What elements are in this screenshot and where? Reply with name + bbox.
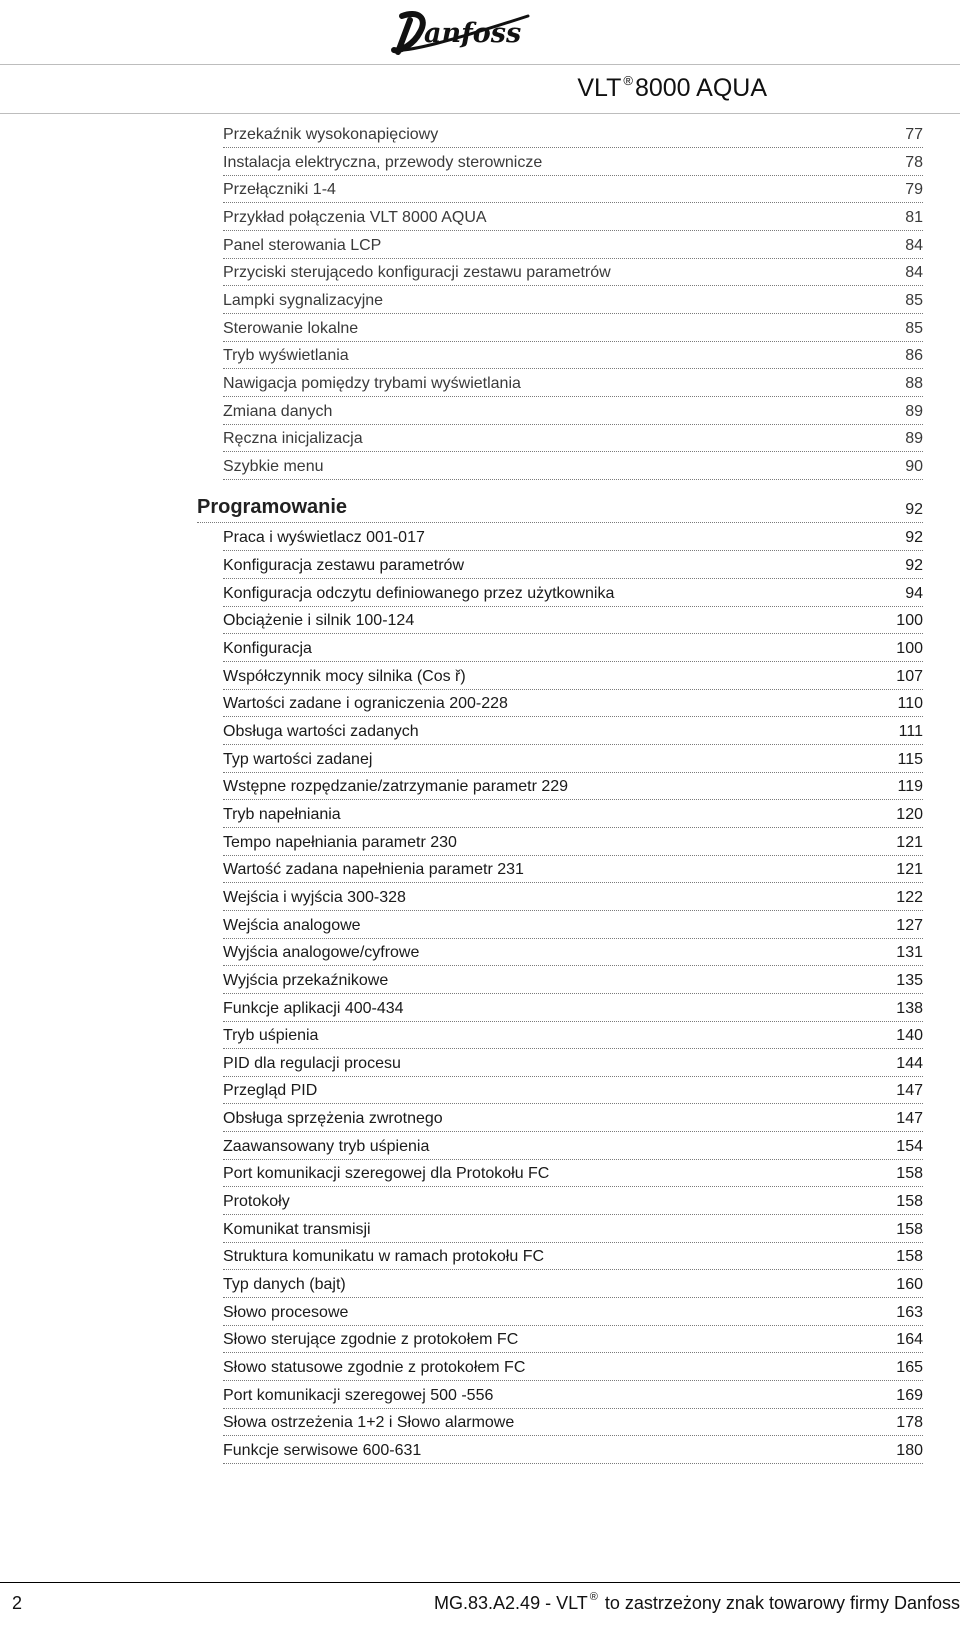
toc-entry-label: Funkcje serwisowe 600-631 <box>223 1441 422 1459</box>
toc-entry[interactable] <box>223 1080 923 1104</box>
toc-entry-page: 127 <box>896 916 923 934</box>
toc-entry-page: 154 <box>896 1137 923 1155</box>
toc-entry-page: 85 <box>905 291 923 309</box>
toc-entry[interactable] <box>223 318 923 342</box>
toc-entry[interactable] <box>223 345 923 369</box>
toc-entry-label: Obsługa sprzężenia zwrotnego <box>223 1110 443 1128</box>
toc-entry[interactable] <box>223 401 923 425</box>
toc-entry-label: Wyjścia przekaźnikowe <box>223 971 389 989</box>
toc-entry-label: Struktura komunikatu w ramach protokołu FC <box>223 1248 545 1266</box>
toc-entry-page: 85 <box>905 319 923 337</box>
toc-entry-label: Przekaźnik wysokonapięciowy <box>223 126 439 143</box>
toc-entry[interactable] <box>223 555 923 579</box>
toc-entry-page: 100 <box>896 612 923 630</box>
toc-entry-page: 100 <box>896 640 923 658</box>
toc-entry-page: 115 <box>897 750 923 768</box>
toc-entry-page: 86 <box>905 347 923 365</box>
toc-entry-page: 121 <box>896 833 923 851</box>
toc-entry-page: 79 <box>905 181 923 199</box>
toc-entry-label: Słowo procesowe <box>223 1303 349 1321</box>
toc-entry[interactable] <box>223 262 923 286</box>
toc-entry-page: 111 <box>898 723 923 740</box>
toc-entry-label: Wartość zadana napełnienia parametr 231 <box>223 861 524 879</box>
toc-entry[interactable] <box>223 1053 923 1077</box>
toc-entry[interactable] <box>223 1136 923 1160</box>
toc-entry-label: Obciążenie i silnik 100-124 <box>223 612 415 630</box>
toc-entry-page: 122 <box>896 888 923 906</box>
toc-entry-label: Protokoły <box>223 1193 290 1211</box>
footer-trademark-symbol: ® <box>589 1591 598 1603</box>
toc-entry-page: 120 <box>896 805 923 823</box>
toc-entry-label: Praca i wyświetlacz 001-017 <box>223 529 425 547</box>
toc-entry-page: 89 <box>905 402 923 420</box>
toc-entry[interactable] <box>223 1163 923 1187</box>
toc-entry-label: Sterowanie lokalne <box>223 319 359 337</box>
toc-entry-label: Słowa ostrzeżenia 1+2 i Słowo alarmowe <box>223 1414 515 1432</box>
toc-entry[interactable] <box>223 1274 923 1298</box>
toc-entry[interactable] <box>223 179 923 203</box>
toc-entry-label: Funkcje aplikacji 400-434 <box>223 999 404 1017</box>
toc-entry-label: PID dla regulacji procesu <box>223 1054 401 1072</box>
toc-entry-page: 169 <box>896 1386 923 1404</box>
header-rule-lower <box>0 113 960 114</box>
toc-entry-label: Konfiguracja zestawu parametrów <box>223 557 465 575</box>
toc-entry-label: Wejścia i wyjścia 300-328 <box>223 888 406 906</box>
toc-entry-page: 138 <box>896 999 923 1017</box>
toc-entry[interactable] <box>223 970 923 994</box>
toc-entry-label: Konfiguracja <box>223 640 312 658</box>
toc-entry-label: Zaawansowany tryb uśpienia <box>223 1137 430 1155</box>
toc-entry-page: 165 <box>896 1358 923 1376</box>
doc-code-prefix: MG.83.A2.49 - VLT <box>434 1593 588 1613</box>
toc-entry-label: Przykład połączenia VLT 8000 AQUA <box>223 208 487 226</box>
toc-entry-page: 77 <box>905 126 923 143</box>
danfoss-logo <box>388 2 532 60</box>
toc-entry[interactable] <box>223 428 923 452</box>
toc-entry[interactable] <box>223 456 923 480</box>
toc-entry-label: Przyciski sterującedo konfiguracji zestawu parametrów <box>223 264 611 282</box>
toc-entry-page: 89 <box>905 430 923 448</box>
toc-entry-page: 92 <box>905 557 923 575</box>
toc-entry-label: Lampki sygnalizacyjne <box>223 291 384 309</box>
toc-entry[interactable] <box>223 1219 923 1243</box>
toc-entry[interactable] <box>223 721 923 745</box>
product-title <box>577 74 767 103</box>
toc-entry[interactable] <box>223 1440 923 1464</box>
toc-entry[interactable] <box>223 804 923 828</box>
doc-code-suffix: to zastrzeżony znak towarowy firmy Danfoss <box>604 1593 960 1613</box>
toc-entry-page: 147 <box>896 1082 923 1100</box>
toc-entry[interactable] <box>223 832 923 856</box>
toc-entry[interactable] <box>223 207 923 231</box>
toc-entry[interactable] <box>223 527 923 551</box>
toc-entry-label: Tryb napełniania <box>223 805 341 823</box>
toc-entry-page: 158 <box>896 1165 923 1183</box>
toc-entry[interactable] <box>223 610 923 634</box>
toc-section-heading[interactable] <box>197 493 923 523</box>
toc-entry-page: 158 <box>896 1193 923 1211</box>
toc-entry[interactable] <box>223 1412 923 1436</box>
toc-entry[interactable] <box>223 776 923 800</box>
toc-entry-label: Wartości zadane i ograniczenia 200-228 <box>223 695 508 713</box>
toc-entry-page: 88 <box>905 374 923 392</box>
toc-entry-label: Port komunikacji szeregowej 500 -556 <box>223 1386 494 1404</box>
toc-entry-label: Typ danych (bajt) <box>223 1276 346 1293</box>
document-code <box>434 1593 960 1614</box>
toc-entry-label: Wstępne rozpędzanie/zatrzymanie parametr 229 <box>223 778 569 796</box>
toc-entry-page: 84 <box>905 264 923 282</box>
toc-entry[interactable] <box>223 373 923 397</box>
toc-entry[interactable] <box>223 859 923 883</box>
toc-entry-label: Słowo statusowe zgodnie z protokołem FC <box>223 1358 526 1376</box>
toc-entry-label: Przełączniki 1-4 <box>223 181 336 199</box>
toc-entry-page: 178 <box>896 1414 923 1432</box>
toc-entry-label: Wejścia analogowe <box>223 916 361 934</box>
toc-entry[interactable] <box>223 887 923 911</box>
toc-entry[interactable] <box>223 1329 923 1353</box>
toc-entry[interactable] <box>223 915 923 939</box>
toc-entry-page: 135 <box>896 971 923 989</box>
toc-entry[interactable] <box>223 1108 923 1132</box>
toc-entry[interactable] <box>223 235 923 259</box>
toc-entry-label: Konfiguracja odczytu definiowanego przez użytkownika <box>223 584 615 602</box>
toc-entry-label: Współczynnik mocy silnika (Cos ř) <box>223 667 466 685</box>
toc-entry[interactable] <box>223 290 923 314</box>
toc-entry-page: 78 <box>905 153 923 171</box>
product-suffix: 8000 AQUA <box>634 74 767 102</box>
toc-entry-page: 119 <box>897 778 923 796</box>
toc-entry-label: Ręczna inicjalizacja <box>223 430 363 448</box>
header-rule <box>0 64 960 65</box>
toc-entry[interactable] <box>223 1302 923 1326</box>
toc-entry-page: 160 <box>896 1276 923 1293</box>
toc-entry-label: Szybkie menu <box>223 457 324 475</box>
toc-entry[interactable] <box>223 583 923 607</box>
toc-entry[interactable] <box>223 749 923 773</box>
toc-entry-page: 81 <box>905 208 923 226</box>
toc-entry-page: 94 <box>905 584 923 602</box>
toc-entry[interactable] <box>223 1385 923 1409</box>
toc-entry-label: Tempo napełniania parametr 230 <box>223 833 457 851</box>
toc-entry-page: 158 <box>896 1248 923 1266</box>
toc-entry-label: Nawigacja pomiędzy trybami wyświetlania <box>223 374 521 392</box>
toc-entry-label: Przegląd PID <box>223 1082 318 1100</box>
toc-entry[interactable] <box>223 998 923 1022</box>
toc-entry-label: Panel sterowania LCP <box>223 236 382 254</box>
trademark-symbol: ® <box>623 72 633 88</box>
toc-entry-page: 90 <box>905 457 923 475</box>
toc-entry-page: 163 <box>896 1303 923 1321</box>
toc-entry-page: 164 <box>896 1331 923 1349</box>
toc-entry[interactable] <box>223 693 923 717</box>
toc-entry-label: Tryb wyświetlania <box>223 347 349 365</box>
toc-entry[interactable] <box>223 666 923 690</box>
toc-entry[interactable] <box>223 1357 923 1381</box>
toc-entry-label: Zmiana danych <box>223 402 333 420</box>
toc-entry-label: Tryb uśpienia <box>223 1027 319 1045</box>
toc-entry-label: Port komunikacji szeregowej dla Protokołu FC <box>223 1165 550 1183</box>
toc-entry-page: 121 <box>896 861 923 879</box>
toc-entry-label: Wyjścia analogowe/cyfrowe <box>223 944 420 962</box>
svg-text:anfoss: anfoss <box>424 18 522 49</box>
toc-entry-page: 140 <box>896 1027 923 1045</box>
toc-entry-label: Typ wartości zadanej <box>223 750 373 768</box>
toc-entry[interactable] <box>223 1025 923 1049</box>
toc-entry[interactable] <box>223 1246 923 1270</box>
toc-entry[interactable] <box>223 638 923 662</box>
toc-entry-label: Słowo sterujące zgodnie z protokołem FC <box>223 1331 519 1349</box>
toc-entry-page: 180 <box>896 1441 923 1459</box>
toc-entry-page: 147 <box>896 1110 923 1128</box>
toc-entry-label: Obsługa wartości zadanych <box>223 723 419 740</box>
toc-entry-page: 92 <box>905 529 923 547</box>
toc-entry-page: 131 <box>896 944 923 962</box>
toc-entry-page: 158 <box>896 1220 923 1238</box>
toc-entry[interactable] <box>223 942 923 966</box>
toc-entry[interactable] <box>223 152 923 176</box>
toc-entry-label: Komunikat transmisji <box>223 1220 371 1238</box>
toc-entry[interactable] <box>223 1191 923 1215</box>
toc-entry-page: 144 <box>896 1054 923 1072</box>
toc-entry-page: 110 <box>897 695 923 713</box>
toc-entry-page: 107 <box>896 667 923 685</box>
page-number: 2 <box>12 1593 23 1613</box>
toc-entry[interactable] <box>223 124 923 148</box>
toc-entry-page: 92 <box>905 501 923 519</box>
toc-entry-label: Programowanie <box>197 496 348 519</box>
product-prefix: VLT <box>577 74 622 102</box>
toc-entry-page: 84 <box>905 236 923 254</box>
toc-entry-label: Instalacja elektryczna, przewody sterownicze <box>223 153 543 171</box>
footer-rule <box>0 1582 960 1583</box>
